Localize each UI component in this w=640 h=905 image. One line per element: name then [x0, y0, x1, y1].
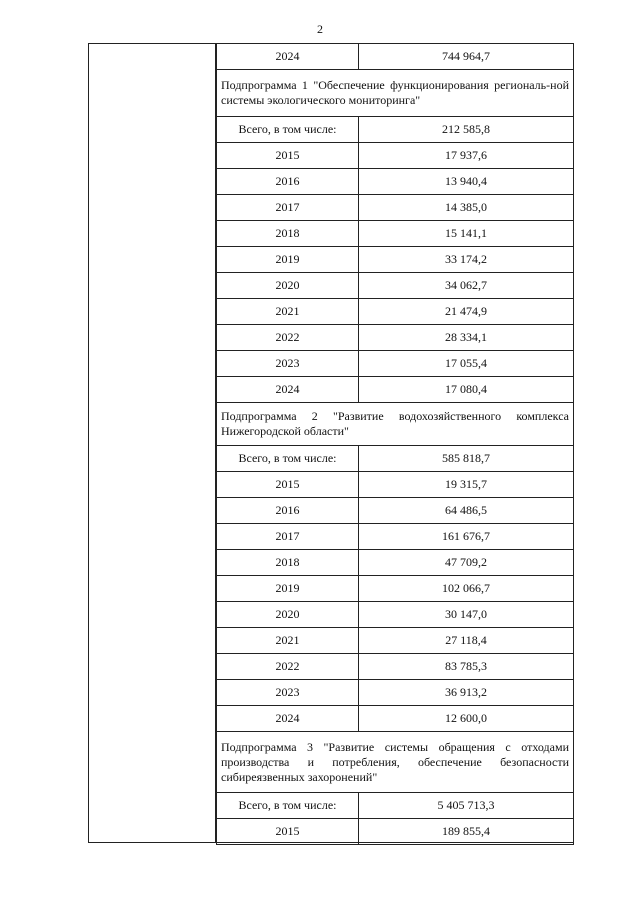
- table-row: [217, 472, 574, 498]
- table-row: [217, 628, 574, 654]
- value-cell: 30 147,0: [359, 602, 574, 628]
- table-row: [217, 44, 574, 70]
- table-row: [217, 819, 574, 845]
- subprogram-2-header: [217, 403, 574, 446]
- value-cell: 13 940,4: [359, 169, 574, 195]
- total-row: [217, 446, 574, 472]
- page-number: 2: [317, 22, 323, 36]
- value-cell: 17 055,4: [359, 351, 574, 377]
- year-cell: 2020: [217, 273, 359, 299]
- year-cell: Всего, в том числе:: [217, 446, 359, 472]
- table-row: [217, 247, 574, 273]
- year-cell: 2017: [217, 524, 359, 550]
- total-row: [217, 117, 574, 143]
- subprogram-3-header: [217, 732, 574, 793]
- table-row: [217, 273, 574, 299]
- year-cell: 2018: [217, 550, 359, 576]
- value-cell: 15 141,1: [359, 221, 574, 247]
- funding-table: [216, 43, 574, 845]
- table-row: [217, 654, 574, 680]
- year-cell: 2018: [217, 221, 359, 247]
- table-row: [217, 602, 574, 628]
- value-cell: 14 385,0: [359, 195, 574, 221]
- year-cell: 2021: [217, 299, 359, 325]
- value-cell: 83 785,3: [359, 654, 574, 680]
- table-row: [217, 576, 574, 602]
- value-cell: 36 913,2: [359, 680, 574, 706]
- year-cell: 2023: [217, 680, 359, 706]
- value-cell: 17 080,4: [359, 377, 574, 403]
- year-cell: 2015: [217, 143, 359, 169]
- table-row: [217, 680, 574, 706]
- table-row: [217, 498, 574, 524]
- table-row: [217, 169, 574, 195]
- value-cell: 585 818,7: [359, 446, 574, 472]
- value-cell: 102 066,7: [359, 576, 574, 602]
- value-cell: 161 676,7: [359, 524, 574, 550]
- total-row: [217, 793, 574, 819]
- year-cell: 2022: [217, 654, 359, 680]
- year-cell: Всего, в том числе:: [217, 793, 359, 819]
- value-cell: 34 062,7: [359, 273, 574, 299]
- table-row: [217, 706, 574, 732]
- value-cell: 21 474,9: [359, 299, 574, 325]
- value-cell: 33 174,2: [359, 247, 574, 273]
- table-row: [217, 143, 574, 169]
- subprogram-title: Подпрограмма 3 "Развитие системы обращения с отходами производства и потребления, обеспечение безопасности сибиреязвенных захоронений": [217, 732, 574, 793]
- subprogram-title: Подпрограмма 1 "Обеспечение функционирования региональ-ной системы экологического мониторинга": [217, 70, 574, 117]
- value-cell: 12 600,0: [359, 706, 574, 732]
- subprogram-title: Подпрограмма 2 "Развитие водохозяйственного комплекса Нижегородской области": [217, 403, 574, 446]
- table-row: [217, 351, 574, 377]
- year-cell: 2024: [217, 706, 359, 732]
- value-cell: 64 486,5: [359, 498, 574, 524]
- year-cell: 2019: [217, 247, 359, 273]
- year-cell: Всего, в том числе:: [217, 117, 359, 143]
- value-cell: 17 937,6: [359, 143, 574, 169]
- table-row: [217, 377, 574, 403]
- year-cell: 2022: [217, 325, 359, 351]
- year-cell: 2024: [217, 44, 359, 70]
- table-row: [217, 550, 574, 576]
- value-cell: 5 405 713,3: [359, 793, 574, 819]
- value-cell: 212 585,8: [359, 117, 574, 143]
- subprogram-1-header: [217, 70, 574, 117]
- value-cell: 27 118,4: [359, 628, 574, 654]
- table-row: [217, 325, 574, 351]
- year-cell: 2015: [217, 819, 359, 845]
- table-row: [217, 221, 574, 247]
- value-cell: 744 964,7: [359, 44, 574, 70]
- year-cell: 2021: [217, 628, 359, 654]
- table-row: [217, 299, 574, 325]
- table-row: [217, 524, 574, 550]
- year-cell: 2016: [217, 169, 359, 195]
- value-cell: 19 315,7: [359, 472, 574, 498]
- year-cell: 2016: [217, 498, 359, 524]
- value-cell: 28 334,1: [359, 325, 574, 351]
- left-column-cell: [88, 43, 216, 843]
- year-cell: 2020: [217, 602, 359, 628]
- year-cell: 2023: [217, 351, 359, 377]
- year-cell: 2019: [217, 576, 359, 602]
- year-cell: 2017: [217, 195, 359, 221]
- value-cell: 189 855,4: [359, 819, 574, 845]
- year-cell: 2015: [217, 472, 359, 498]
- year-cell: 2024: [217, 377, 359, 403]
- table-row: [217, 195, 574, 221]
- value-cell: 47 709,2: [359, 550, 574, 576]
